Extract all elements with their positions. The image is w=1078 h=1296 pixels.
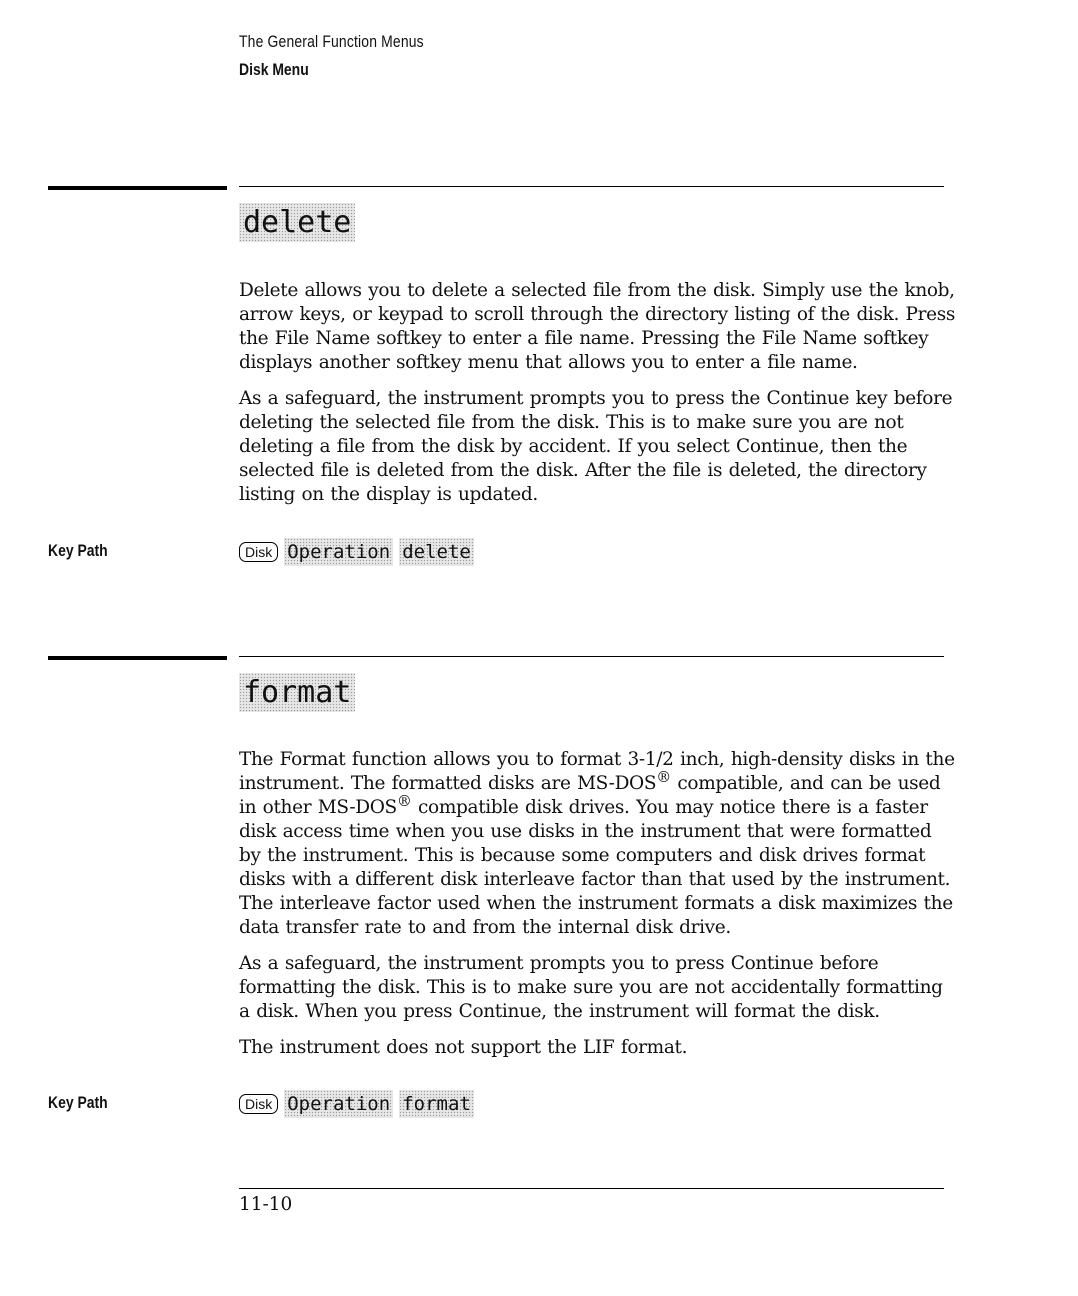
softkey-operation: Operation [284,1090,393,1118]
registered-mark: ® [396,791,412,810]
running-header-section: Disk Menu [239,60,309,79]
section-rule-thick [48,186,227,190]
softkey-operation: Operation [284,538,393,566]
text-run: The Format function allows you to format 3-1/2 inch, high-density disks in the instrument. The formatted disks are MS-DOS [239,749,955,794]
registered-mark: ® [656,767,671,786]
paragraph: As a safeguard, the instrument prompts you to press Continue before formatting the disk. This is to make sure you are not accidentally formatting a disk. When you press Continue, the instrument will format the disk. [239,953,943,1022]
paragraph: The instrument does not support the LIF format. [239,1037,688,1058]
softkey-delete: delete [399,538,474,566]
hardkey-disk: Disk [239,1094,278,1114]
footer-rule [239,1188,944,1189]
section-body-format [239,748,959,1072]
key-path-label: Key Path [48,1093,108,1112]
softkey-title: format [239,673,355,712]
section-title-format [239,675,355,711]
page-number: 11-10 [239,1194,293,1215]
softkey-title: delete [239,203,355,242]
hardkey-disk: Disk [239,542,278,562]
section-title-delete [239,205,355,241]
section-body-delete [239,279,959,519]
key-path-label: Key Path [48,541,108,560]
paragraph: Delete allows you to delete a selected file from the disk. Simply use the knob, arrow keys, or keypad to scroll through the directory listing of the disk. Press the File Name softkey to enter a file name. Pressing the File Name softkey displays another softkey menu that allows you to enter a file name. [239,280,956,373]
text-run: compatible, and can be used in other MS-DOS [239,773,941,818]
running-header-chapter: The General Function Menus [239,32,424,51]
paragraph [239,748,959,940]
section-rule-thin [239,186,944,187]
key-path-format [239,1090,474,1118]
key-path-delete [239,538,474,566]
text-run: compatible disk drives. You may notice there is a faster disk access time when you use disks in the instrument that were formatted by the instrument. This is because some computers and disk drives format disks with a different disk interleave factor than that used by the instrument. The interleave factor used when the instrument formats a disk maximizes the data transfer rate to and from the internal disk drive. [239,797,953,938]
section-rule-thin [239,656,944,657]
paragraph: As a safeguard, the instrument prompts you to press the Continue key before deleting the selected file from the disk. This is to make sure you are not deleting a file from the disk by accident. If you select Continue, then the selected file is deleted from the disk. After the file is deleted, the directory listing on the display is updated. [239,388,953,505]
softkey-format: format [399,1090,474,1118]
section-rule-thick [48,656,227,660]
